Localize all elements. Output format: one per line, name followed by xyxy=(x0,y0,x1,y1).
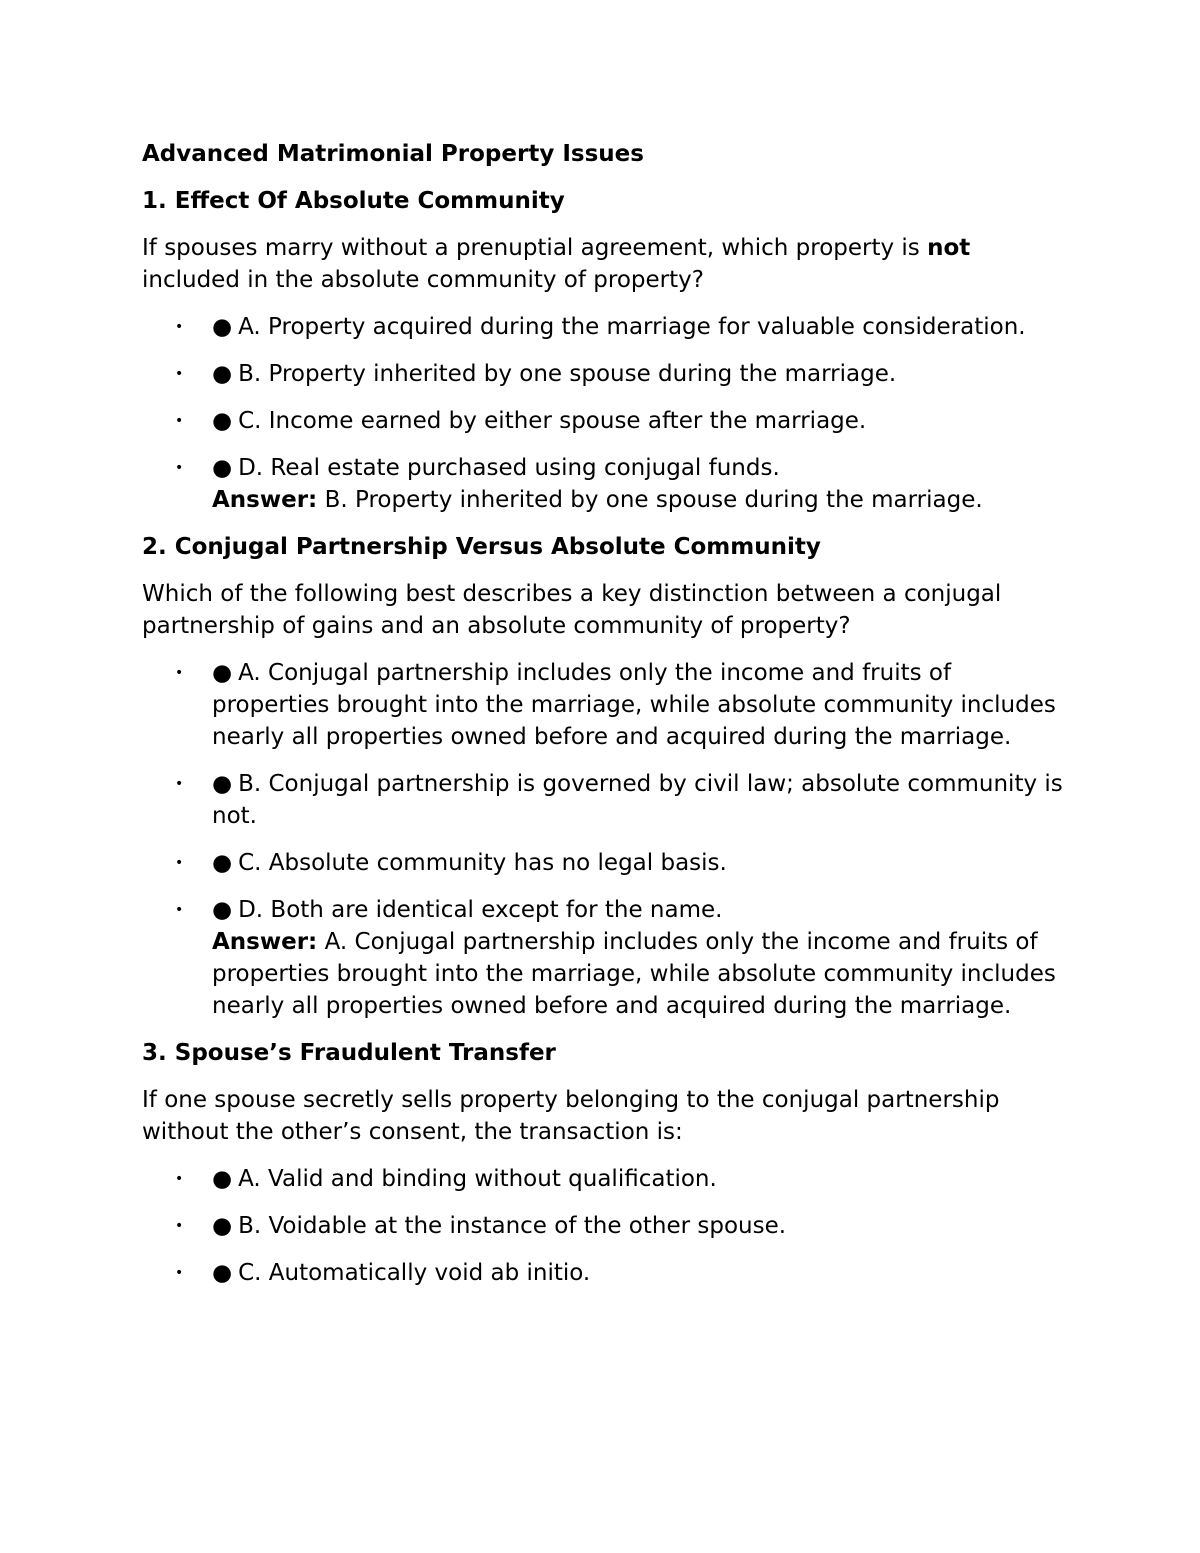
option-item xyxy=(142,768,1072,832)
option-dot-icon: ● xyxy=(212,314,233,340)
bullet-icon: • xyxy=(175,413,184,429)
option-dot-icon: ● xyxy=(212,771,233,797)
option-item xyxy=(142,1210,1072,1242)
option-dot-icon: ● xyxy=(212,1213,233,1239)
document-page xyxy=(142,138,1072,1304)
option-dot-icon: ● xyxy=(212,660,233,686)
option-dot-icon: ● xyxy=(212,897,233,923)
option-item xyxy=(142,452,1072,516)
option-label: B. Conjugal partnership is governed by civil law; absolute community is not. xyxy=(212,771,1063,829)
bullet-icon: • xyxy=(175,902,184,918)
bullet-icon: • xyxy=(175,366,184,382)
options-list xyxy=(142,311,1072,516)
option-label: A. Property acquired during the marriage for valuable consideration. xyxy=(238,314,1026,340)
bullet-icon: • xyxy=(175,855,184,871)
option-label: C. Income earned by either spouse after the marriage. xyxy=(238,408,867,434)
question-heading: 3. Spouse’s Fraudulent Transfer xyxy=(142,1040,556,1066)
question-text: If one spouse secretly sells property belonging to the conjugal partnership without the other’s consent, the transaction is: xyxy=(142,1087,1000,1145)
option-label: B. Voidable at the instance of the other spouse. xyxy=(238,1213,787,1239)
options-list xyxy=(142,657,1072,1022)
option-dot-icon: ● xyxy=(212,455,233,481)
answer-line xyxy=(212,926,1072,1022)
question-text-part: If spouses marry without a prenuptial agreement, which property is xyxy=(142,235,928,261)
answer-text: A. Conjugal partnership includes only the income and fruits of properties brought into the marriage, while absolute community includes nearly all properties owned before and acquired during the marriage. xyxy=(212,929,1056,1019)
question-text-part: included in the absolute community of property? xyxy=(142,267,704,293)
answer-text: B. Property inherited by one spouse during the marriage. xyxy=(317,487,983,513)
question-3 xyxy=(142,1037,1072,1289)
question-heading: 2. Conjugal Partnership Versus Absolute Community xyxy=(142,534,821,560)
option-item xyxy=(142,1163,1072,1195)
question-heading: 1. Effect Of Absolute Community xyxy=(142,188,565,214)
answer-label: Answer: xyxy=(212,487,318,513)
option-item xyxy=(142,847,1072,879)
option-item xyxy=(142,358,1072,390)
option-label: D. Both are identical except for the name. xyxy=(238,897,723,923)
question-text: Which of the following best describes a key distinction between a conjugal partnership of gains and an absolute community of property? xyxy=(142,581,1002,639)
bullet-icon: • xyxy=(175,776,184,792)
option-label: C. Absolute community has no legal basis. xyxy=(238,850,727,876)
option-label: B. Property inherited by one spouse during the marriage. xyxy=(238,361,897,387)
option-dot-icon: ● xyxy=(212,850,233,876)
option-dot-icon: ● xyxy=(212,408,233,434)
option-item xyxy=(142,311,1072,343)
options-list xyxy=(142,1163,1072,1289)
option-item xyxy=(142,894,1072,1022)
bullet-icon: • xyxy=(175,319,184,335)
question-2 xyxy=(142,531,1072,1022)
question-text xyxy=(142,232,1072,296)
bullet-icon: • xyxy=(175,1218,184,1234)
option-item xyxy=(142,405,1072,437)
option-label: C. Automatically void ab initio. xyxy=(238,1260,591,1286)
question-1 xyxy=(142,185,1072,516)
bullet-icon: • xyxy=(175,1265,184,1281)
bullet-icon: • xyxy=(175,665,184,681)
bullet-icon: • xyxy=(175,460,184,476)
option-dot-icon: ● xyxy=(212,361,233,387)
option-label: A. Conjugal partnership includes only the income and fruits of properties brought into the marriage, while absolute community includes nearly all properties owned before and acquired during the marriage. xyxy=(212,660,1056,750)
option-label: A. Valid and binding without qualification. xyxy=(238,1166,717,1192)
option-dot-icon: ● xyxy=(212,1260,233,1286)
option-item xyxy=(142,657,1072,753)
question-text-emphasis: not xyxy=(927,235,971,261)
document-title: Advanced Matrimonial Property Issues xyxy=(142,141,644,167)
option-item xyxy=(142,1257,1072,1289)
option-label: D. Real estate purchased using conjugal funds. xyxy=(238,455,780,481)
answer-label: Answer: xyxy=(212,929,318,955)
bullet-icon: • xyxy=(175,1171,184,1187)
option-dot-icon: ● xyxy=(212,1166,233,1192)
answer-line xyxy=(212,484,1072,516)
